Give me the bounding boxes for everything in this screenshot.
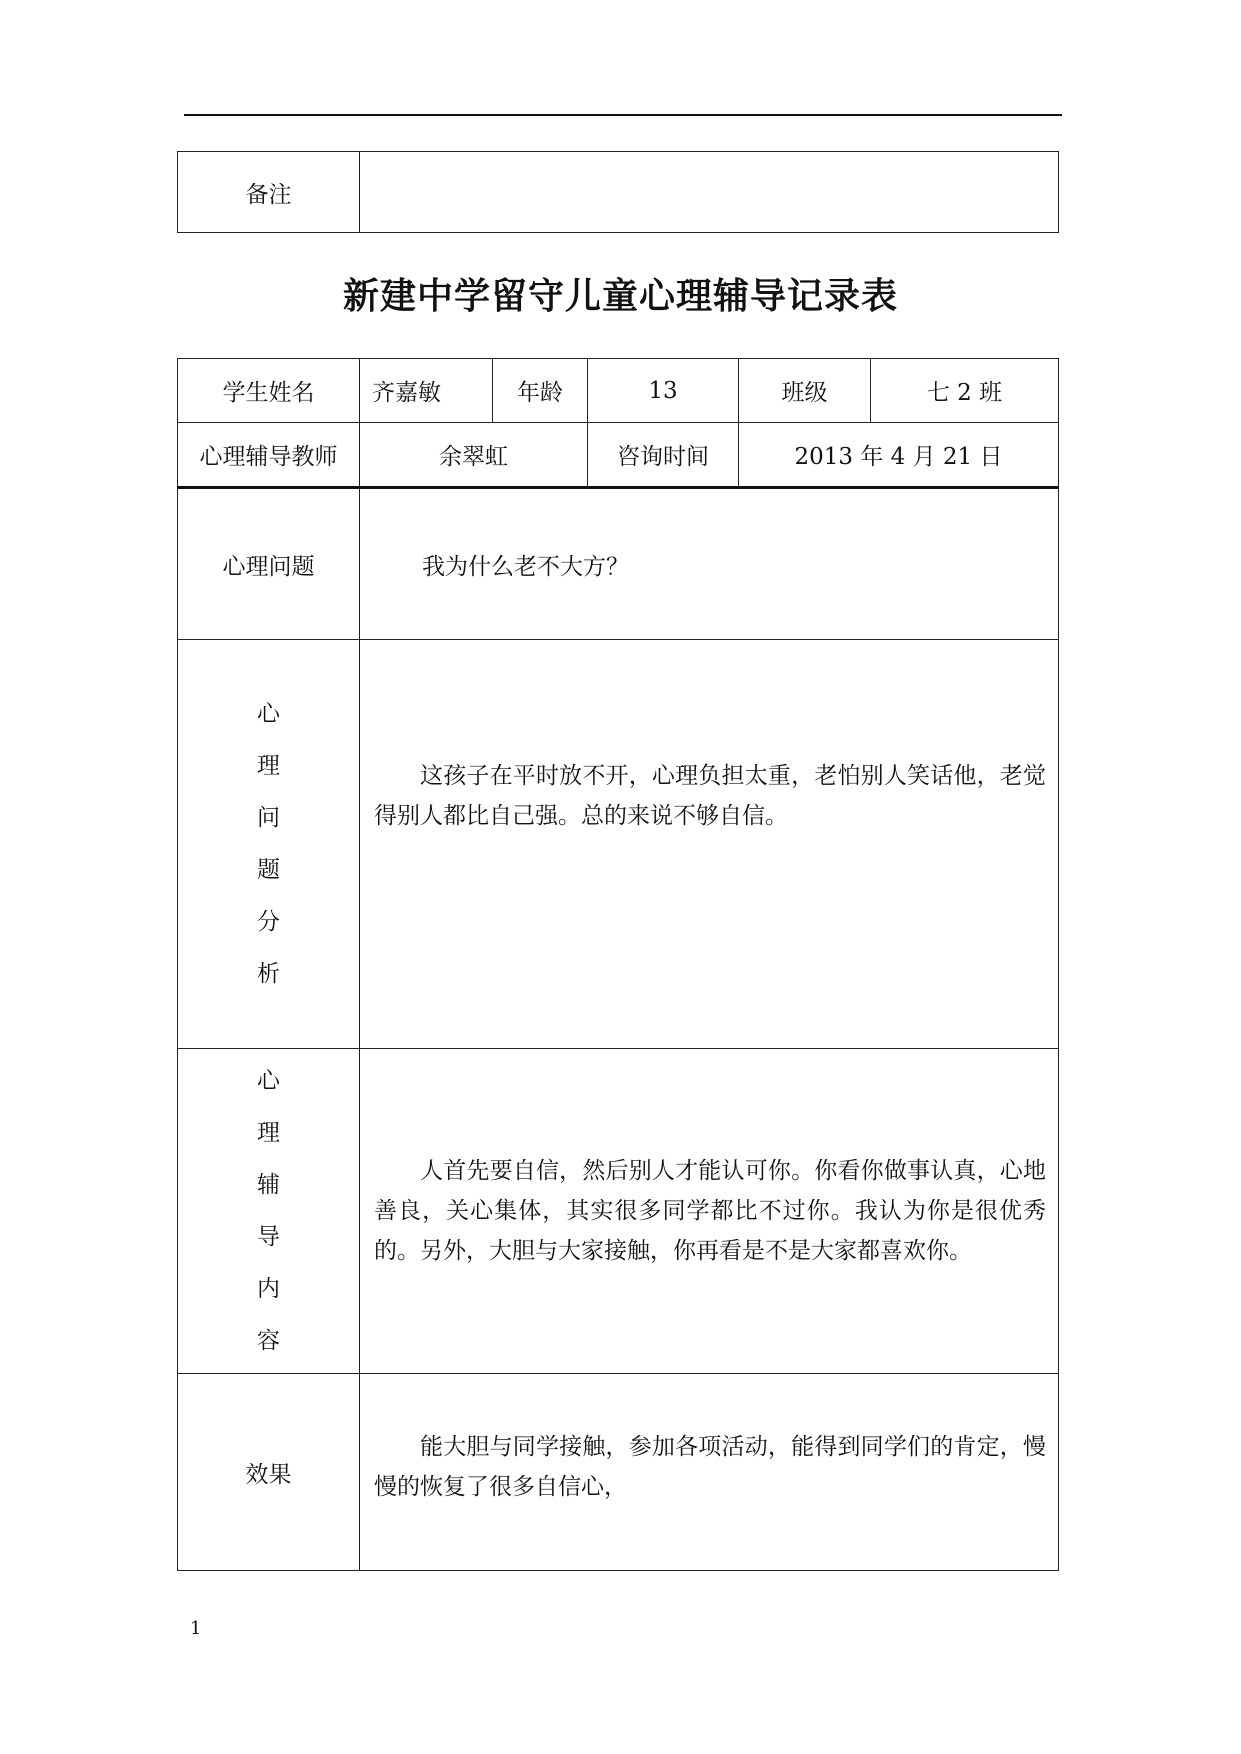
effect-value: 能大胆与同学接触，参加各项活动，能得到同学们的肯定，慢慢的恢复了很多自信心， — [360, 1374, 1059, 1571]
effect-label: 效果 — [178, 1374, 360, 1571]
table-row — [178, 488, 1059, 640]
table-row — [178, 1049, 1059, 1374]
table-row — [178, 359, 1059, 423]
teacher-label: 心理辅导教师 — [178, 423, 360, 488]
header-rule — [184, 114, 1062, 116]
student-name-label: 学生姓名 — [178, 359, 360, 423]
age-label: 年龄 — [493, 359, 588, 423]
problem-label: 心理问题 — [178, 488, 360, 640]
table-row — [178, 640, 1059, 1049]
analysis-value: 这孩子在平时放不开，心理负担太重，老怕别人笑话他，老觉得别人都比自己强。总的来说不够自信。 — [360, 640, 1059, 1049]
age-value: 13 — [588, 359, 739, 423]
problem-value: 我为什么老不大方？ — [360, 488, 1059, 640]
guidance-value: 人首先要自信，然后别人才能认可你。你看你做事认真，心地善良，关心集体，其实很多同学都比不过你。我认为你是很优秀的。另外，大胆与大家接触，你再看是不是大家都喜欢你。 — [360, 1049, 1059, 1374]
class-value: 七 2 班 — [871, 359, 1059, 423]
class-label: 班级 — [739, 359, 871, 423]
table-row — [178, 423, 1059, 488]
teacher-value: 余翠虹 — [360, 423, 588, 488]
remarks-label: 备注 — [178, 152, 360, 233]
remarks-table — [177, 151, 1059, 233]
table-row — [178, 1374, 1059, 1571]
consult-time-label: 咨询时间 — [588, 423, 739, 488]
remarks-value — [360, 152, 1059, 233]
page-number: 1 — [190, 1618, 202, 1639]
guidance-label: 心 理 辅 导 内 容 — [178, 1049, 360, 1374]
document-title: 新建中学留守儿童心理辅导记录表 — [342, 276, 898, 317]
consult-time-value: 2013 年 4 月 21 日 — [739, 423, 1059, 488]
analysis-label: 心 理 问 题 分 析 — [178, 640, 360, 1049]
student-name-value: 齐嘉敏 — [360, 359, 493, 423]
record-table — [177, 358, 1059, 1571]
